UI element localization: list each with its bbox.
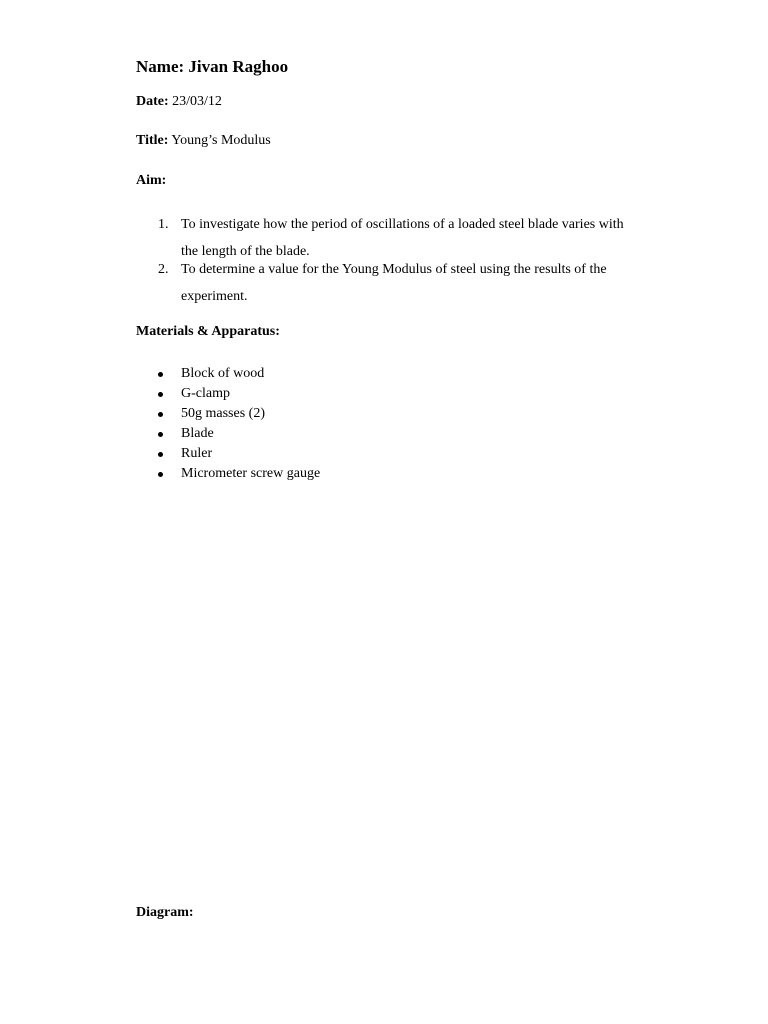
aim-label: Aim: (136, 173, 167, 188)
materials-item-text: Blade (181, 426, 214, 441)
aim-list (136, 211, 676, 304)
name-line (136, 57, 288, 77)
materials-heading (136, 324, 280, 340)
title-label: Title: (136, 133, 169, 148)
materials-item-text: G-clamp (181, 386, 230, 401)
date-label: Date: (136, 94, 169, 109)
diagram-label: Diagram: (136, 905, 194, 920)
aim-heading (136, 173, 166, 189)
materials-item (136, 444, 320, 464)
diagram-heading (136, 905, 194, 921)
materials-item-text: 50g masses (2) (181, 406, 265, 421)
materials-item-text: Micrometer screw gauge (181, 466, 321, 481)
title-value: Young’s Modulus (171, 133, 271, 148)
materials-item (136, 364, 320, 384)
aim-item-text-line1: To investigate how the period of oscillations of a loaded steel blade varies with (181, 217, 624, 232)
title-line (136, 133, 271, 149)
bullet-icon (158, 392, 163, 397)
materials-item-text: Ruler (181, 446, 213, 461)
bullet-icon (158, 372, 163, 377)
bullet-icon (158, 472, 163, 477)
materials-item (136, 384, 320, 404)
materials-label: Materials & Apparatus: (136, 324, 280, 339)
aim-item-text-line2: the length of the blade. (181, 244, 310, 259)
date-value: 23/03/12 (172, 94, 222, 109)
aim-item-number: 1. (158, 217, 169, 232)
materials-list (136, 364, 320, 484)
aim-item (136, 211, 676, 259)
bullet-icon (158, 412, 163, 417)
materials-item (136, 424, 320, 444)
date-line (136, 94, 222, 110)
aim-item (136, 256, 676, 304)
name-value: Jivan Raghoo (188, 57, 289, 76)
materials-item (136, 404, 320, 424)
name-label: Name: (136, 57, 185, 76)
aim-item-text-line2: experiment. (181, 289, 248, 304)
aim-item-text-line1: To determine a value for the Young Modulus of steel using the results of the (181, 262, 607, 277)
bullet-icon (158, 432, 163, 437)
materials-item-text: Block of wood (181, 366, 265, 381)
aim-item-number: 2. (158, 262, 169, 277)
materials-item (136, 464, 320, 484)
bullet-icon (158, 452, 163, 457)
